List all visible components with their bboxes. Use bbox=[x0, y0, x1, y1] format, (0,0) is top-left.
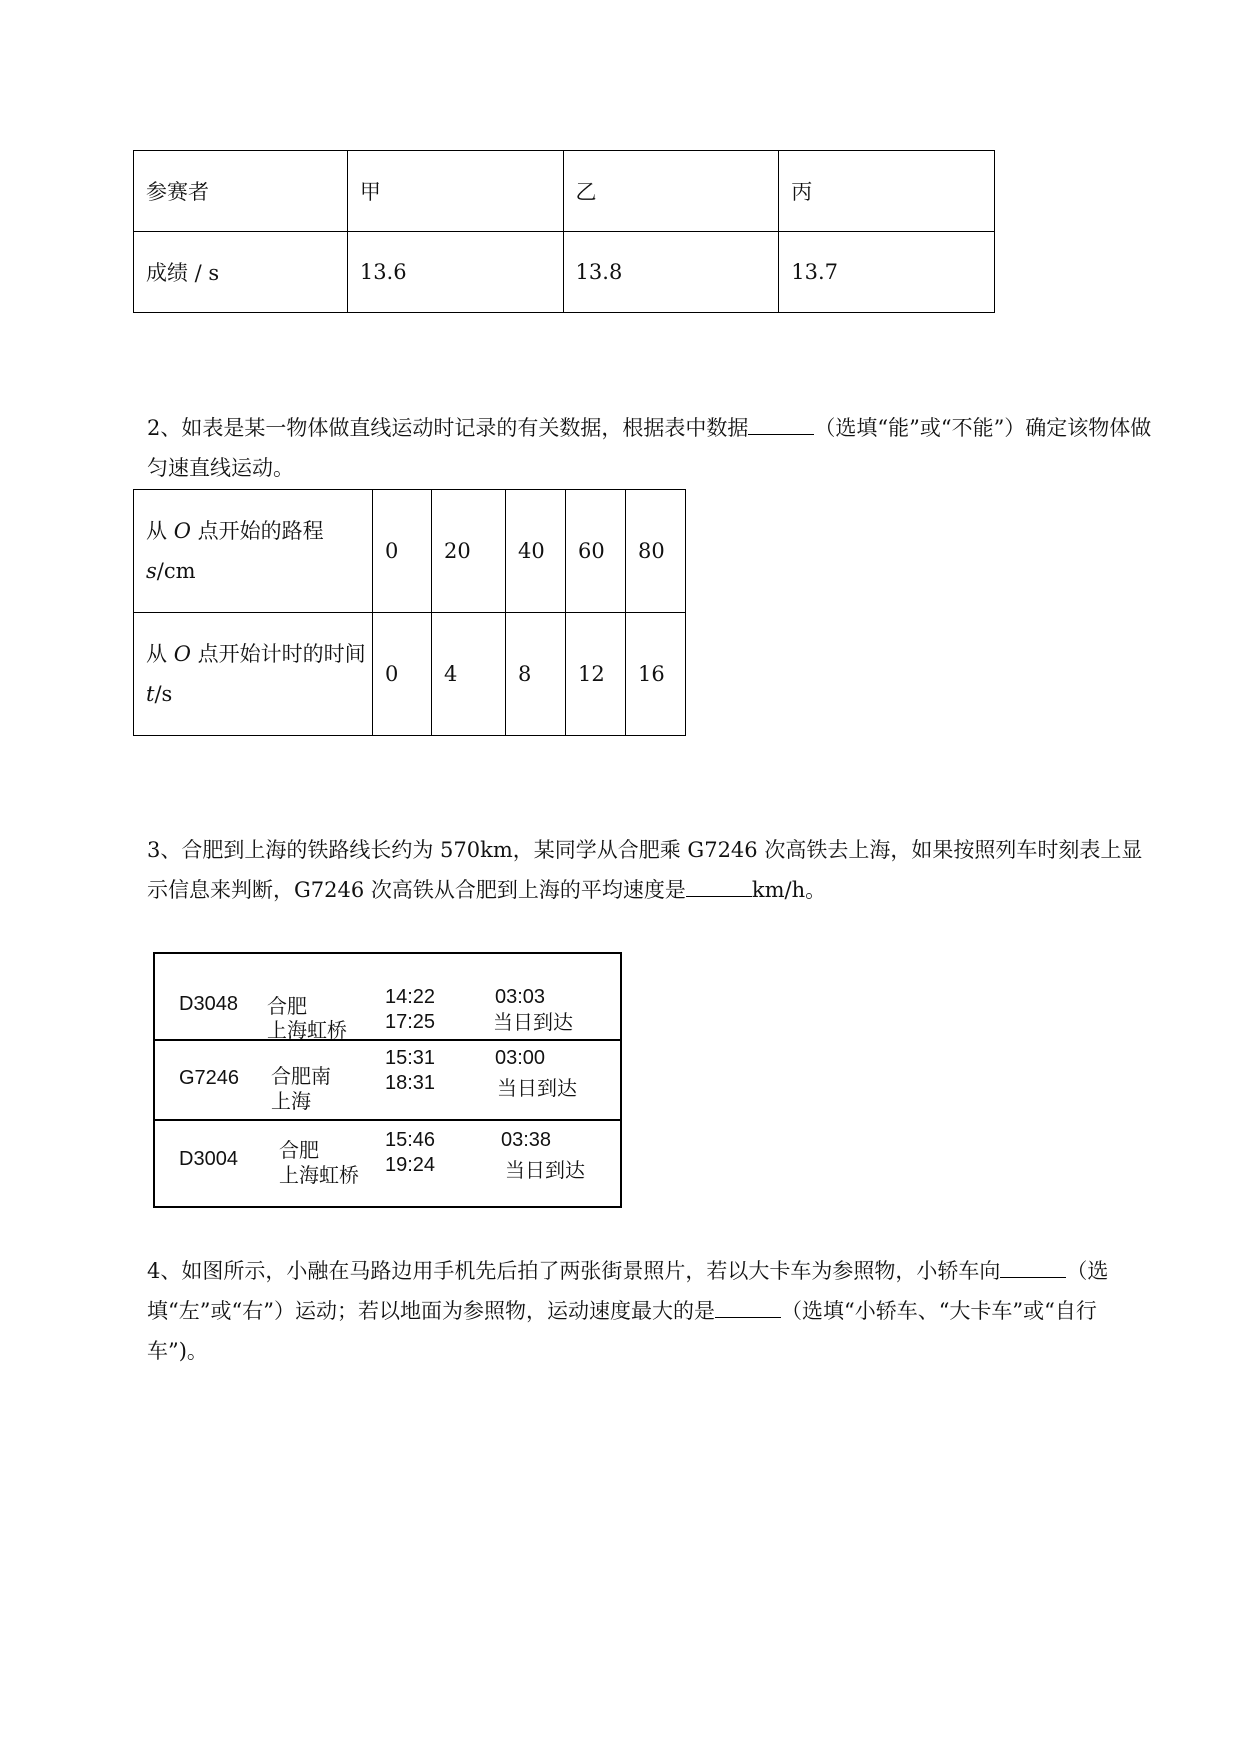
arrival-station: 上海虹桥 bbox=[279, 1165, 359, 1187]
timetable-row bbox=[155, 1121, 620, 1206]
table-cell: 13.7 bbox=[779, 232, 995, 313]
arrival-note: 当日到达 bbox=[505, 1160, 585, 1182]
answer-blank bbox=[686, 870, 752, 897]
label-var: t bbox=[146, 682, 155, 706]
arrival-time: 17:25 bbox=[385, 1011, 436, 1033]
question-text: km/h。 bbox=[751, 878, 827, 902]
travel-duration: 03:00 bbox=[495, 1047, 546, 1069]
arrival-time: 18:31 bbox=[385, 1072, 436, 1094]
departure-station: 合肥 bbox=[267, 996, 307, 1018]
question-text: （选填“小轿车、“大卡车”或“自行车”)。 bbox=[147, 1299, 1097, 1363]
table-cell: 丙 bbox=[779, 151, 995, 232]
question-text: 3、合肥到上海的铁路线长约为 570km，某同学从合肥乘 G7246 次高铁去上海，如果按照列车时刻表上显示信息来判断，G7246 次高铁从合肥到上海的平均速度是 bbox=[147, 838, 1143, 902]
question-text: 2、如表是某一物体做直线运动时记录的有关数据，根据表中数据 bbox=[147, 416, 749, 440]
table-cell: 20 bbox=[432, 490, 506, 613]
arrival-note: 当日到达 bbox=[497, 1078, 577, 1100]
label-text: 点开始计时的时间 bbox=[197, 642, 366, 666]
question-2 bbox=[147, 408, 1157, 488]
table-row bbox=[134, 232, 995, 313]
answer-blank bbox=[715, 1291, 781, 1318]
label-var: O bbox=[173, 642, 191, 666]
timetable-row bbox=[155, 1039, 620, 1121]
results-table bbox=[133, 150, 995, 313]
departure-time: 14:22 bbox=[385, 986, 436, 1008]
label-unit: /cm bbox=[156, 559, 196, 583]
answer-blank bbox=[1000, 1251, 1066, 1278]
question-text: （选填“左”或“右”）运动；若以地面为参照物，运动速度最大的是 bbox=[147, 1259, 1109, 1323]
row-label bbox=[134, 490, 373, 613]
table-cell: 40 bbox=[506, 490, 566, 613]
table-cell: 甲 bbox=[347, 151, 563, 232]
label-text: 点开始的路程 bbox=[197, 519, 324, 543]
table-cell: 参赛者 bbox=[134, 151, 348, 232]
travel-duration: 03:38 bbox=[501, 1129, 552, 1151]
departure-station: 合肥南 bbox=[271, 1066, 331, 1088]
question-4 bbox=[147, 1251, 1157, 1371]
table-cell: 0 bbox=[373, 613, 432, 736]
arrival-note: 当日到达 bbox=[493, 1012, 573, 1034]
table-cell: 4 bbox=[432, 613, 506, 736]
departure-time: 15:31 bbox=[385, 1047, 436, 1069]
label-text: 从 bbox=[146, 642, 167, 666]
table-cell: 13.8 bbox=[563, 232, 779, 313]
table-cell: 成绩 / s bbox=[134, 232, 348, 313]
motion-data-table bbox=[133, 489, 686, 736]
row-label bbox=[134, 613, 373, 736]
travel-duration: 03:03 bbox=[495, 986, 546, 1008]
table-cell: 80 bbox=[626, 490, 686, 613]
table-cell: 16 bbox=[626, 613, 686, 736]
label-var: O bbox=[173, 519, 191, 543]
table-cell: 乙 bbox=[563, 151, 779, 232]
label-text: 从 bbox=[146, 519, 167, 543]
question-text: 4、如图所示，小融在马路边用手机先后拍了两张街景照片，若以大卡车为参照物，小轿车向 bbox=[147, 1259, 1001, 1283]
answer-blank bbox=[748, 408, 814, 435]
table-cell: 12 bbox=[566, 613, 626, 736]
arrival-station: 上海虹桥 bbox=[267, 1020, 347, 1042]
train-number: D3048 bbox=[179, 993, 238, 1015]
train-number: D3004 bbox=[179, 1148, 238, 1170]
train-timetable bbox=[153, 952, 622, 1208]
table-cell: 0 bbox=[373, 490, 432, 613]
table-row bbox=[134, 151, 995, 232]
arrival-time: 19:24 bbox=[385, 1154, 436, 1176]
train-number: G7246 bbox=[179, 1067, 240, 1089]
departure-time: 15:46 bbox=[385, 1129, 436, 1151]
table-cell: 13.6 bbox=[347, 232, 563, 313]
timetable-row bbox=[155, 954, 620, 1041]
question-text: （选填“能”或“不能”）确定该物体做匀速直线运动。 bbox=[147, 416, 1152, 480]
label-var: s bbox=[146, 559, 157, 583]
table-row bbox=[134, 490, 686, 613]
table-cell: 60 bbox=[566, 490, 626, 613]
table-row bbox=[134, 613, 686, 736]
departure-station: 合肥 bbox=[279, 1140, 319, 1162]
question-3 bbox=[147, 830, 1157, 910]
arrival-station: 上海 bbox=[271, 1091, 311, 1113]
table-cell: 8 bbox=[506, 613, 566, 736]
label-unit: /s bbox=[154, 682, 173, 706]
